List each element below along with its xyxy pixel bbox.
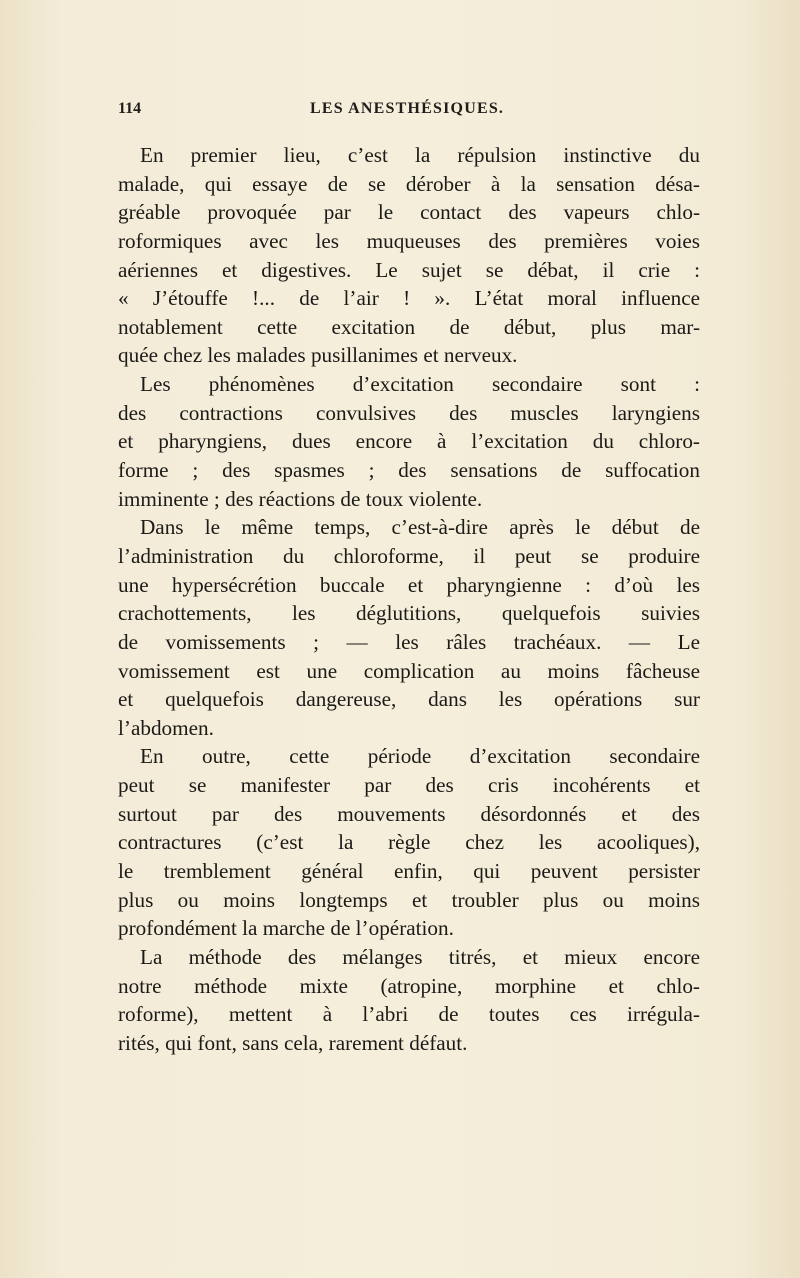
text-line: notablement cette excitation de début, plus mar-: [118, 314, 700, 339]
text-line: et pharyngiens, dues encore à l’excitation du chloro-: [118, 429, 700, 454]
text-line: En premier lieu, c’est la répulsion instinctive du: [140, 143, 700, 167]
text-line: l’administration du chloroforme, il peut se produire: [118, 543, 700, 568]
text-line: Les phénomènes d’excitation secondaire sont :: [140, 372, 700, 397]
text-line: vomissement est une complication au moins fâcheuse: [118, 658, 700, 683]
text-line: plus ou moins longtemps et troubler plus ou moins: [118, 887, 700, 912]
text-line: roformiques avec les muqueuses des premières voies: [118, 228, 700, 253]
text-line: des contractions convulsives des muscles laryngiens: [118, 400, 700, 425]
text-line: Dans le même temps, c’est-à-dire après le début de: [140, 515, 700, 540]
text-line: « J’étouffe !... de l’air ! ». L’état moral influence: [118, 286, 700, 311]
text-line: La méthode des mélanges titrés, et mieux encore: [140, 944, 700, 969]
page-header: [118, 100, 698, 126]
text-line: profondément la marche de l’opération.: [118, 916, 454, 941]
page-number: 114: [118, 100, 142, 117]
text-line: contractures (c’est la règle chez les acooliques),: [118, 830, 700, 855]
text-line: le tremblement général enfin, qui peuvent persister: [118, 859, 700, 884]
text-line: de vomissements ; — les râles trachéaux. — Le: [118, 629, 700, 654]
text-line: crachottements, les déglutitions, quelquefois suivies: [118, 601, 700, 626]
text-line: l’abdomen.: [118, 715, 214, 740]
text-line: roforme), mettent à l’abri de toutes ces irrégula-: [118, 1002, 700, 1027]
text-line: surtout par des mouvements désordonnés et des: [118, 801, 700, 826]
text-line: forme ; des spasmes ; des sensations de suffocation: [118, 458, 700, 483]
text-line: En outre, cette période d’excitation secondaire: [140, 744, 700, 769]
text-line: aériennes et digestives. Le sujet se débat, il crie :: [118, 257, 700, 282]
text-line: malade, qui essaye de se dérober à la sensation désa-: [118, 171, 700, 196]
running-title: LES ANESTHÉSIQUES.: [310, 100, 505, 117]
text-line: imminente ; des réactions de toux violente.: [118, 486, 483, 511]
text-line: une hypersécrétion buccale et pharyngienne : d’où les: [118, 572, 700, 597]
text-line: rités, qui font, sans cela, rarement défaut.: [118, 1030, 468, 1055]
text-line: et quelquefois dangereuse, dans les opérations sur: [118, 687, 700, 712]
text-line: notre méthode mixte (atropine, morphine et chlo-: [118, 973, 700, 998]
text-line: quée chez les malades pusillanimes et nerveux.: [118, 343, 518, 368]
text-line: gréable provoquée par le contact des vapeurs chlo-: [118, 200, 700, 225]
text-line: peut se manifester par des cris incohérents et: [118, 773, 700, 798]
body-text: [118, 141, 700, 1058]
